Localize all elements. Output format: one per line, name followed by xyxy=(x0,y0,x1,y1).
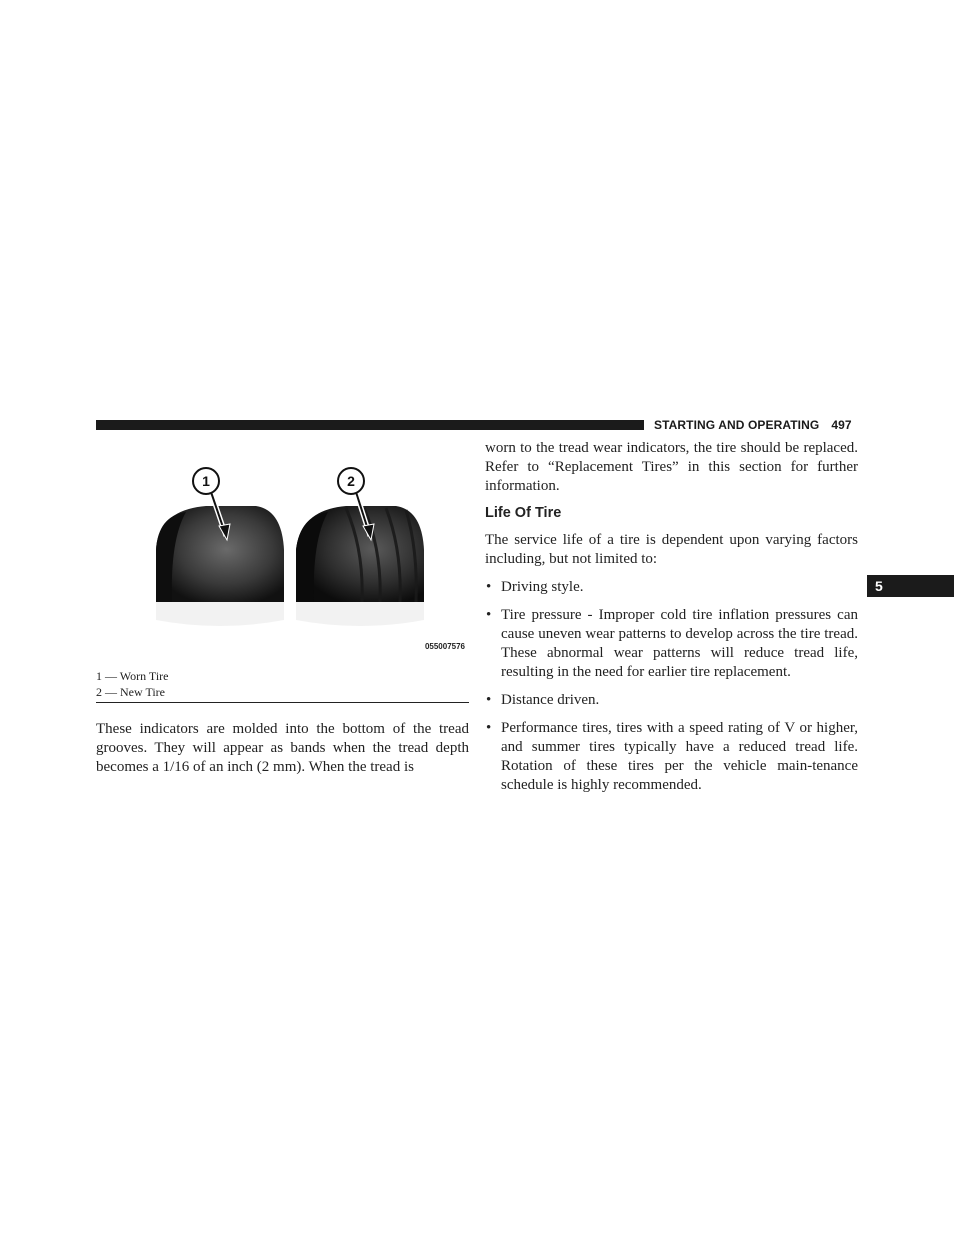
life-of-tire-intro: The service life of a tire is dependent upon varying factors including, but not limited to: xyxy=(485,532,858,567)
page-number: 497 xyxy=(831,418,852,432)
chapter-tab: 5 xyxy=(867,575,954,597)
tire-wear-figure xyxy=(96,450,469,658)
list-item-tire-pressure: • Tire pressure - Improper cold tire inflation pressures can cause uneven wear patterns to develop across the tire tread. These abnormal wear patterns will reduce tread life, resulting in the need for earlier tire replacement. xyxy=(485,606,858,682)
legend-item-new-tire: 2 — New Tire xyxy=(96,685,166,699)
tire-illustration xyxy=(96,450,469,658)
list-item-distance-driven: • Distance driven. xyxy=(485,691,858,710)
list-item-driving-style: • Driving style. xyxy=(485,578,858,597)
header-section-title: STARTING AND OPERATING xyxy=(654,418,820,432)
legend-divider xyxy=(96,702,469,703)
list-item-performance-tires: • Performance tires, tires with a speed rating of V or higher, and summer tires typically have a reduced tread life. Rotation of these tires per the vehicle main-tenance schedule is highly recommended. xyxy=(485,719,858,795)
callout-1-label: 1 xyxy=(202,473,210,489)
new-tire-image xyxy=(296,506,424,626)
figure-code: 055007576 xyxy=(424,642,465,651)
tread-indicator-paragraph-continued: worn to the tread wear indicators, the tire should be replaced. Refer to “Replacement Tires” in this section for further information. xyxy=(485,440,858,494)
legend-item-worn-tire: 1 — Worn Tire xyxy=(96,669,169,683)
section-heading-life-of-tire: Life Of Tire xyxy=(485,505,562,521)
header-rule xyxy=(96,420,644,430)
figure-legend xyxy=(96,668,469,700)
running-header xyxy=(654,418,852,432)
tread-indicator-paragraph: These indicators are molded into the bottom of the tread grooves. They will appear as bands when the tread depth becomes a 1/16 of an inch (2 mm). When the tread is xyxy=(96,721,469,775)
callout-2-label: 2 xyxy=(347,473,355,489)
tire-life-factors-list xyxy=(485,578,858,804)
